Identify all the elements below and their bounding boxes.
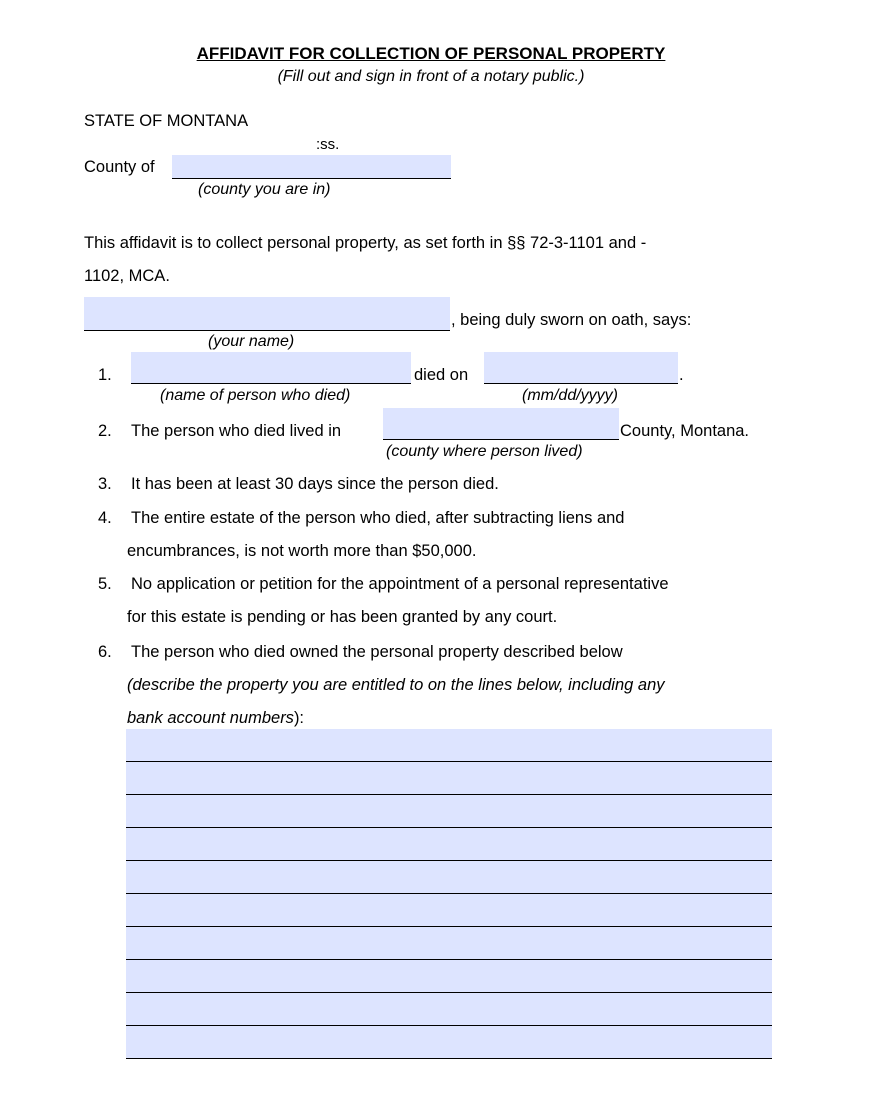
property-line-10[interactable] [126,1026,772,1059]
residence-county-caption: (county where person lived) [386,443,583,460]
ss-label: :ss. [316,136,340,153]
item-3-text: It has been at least 30 days since the person died. [131,475,499,493]
sworn-text: , being duly sworn on oath, says: [451,311,692,329]
item-6-line-1: The person who died owned the personal property described below [131,643,623,661]
item-2-text: The person who died lived in [131,422,342,440]
item-5-number: 5. [98,575,112,593]
item-4-number: 4. [98,509,112,527]
item-1-period: . [679,366,684,384]
item-2-suffix: County, Montana. [620,422,750,440]
intro-line-1: This affidavit is to collect personal property, as set forth in §§ 72-3-1101 and - [84,234,647,252]
item-6-line-2: (describe the property you are entitled to on the lines below, including any [127,676,665,694]
item-4-line-2: encumbrances, is not worth more than $50,000. [127,542,477,560]
property-line-2[interactable] [126,762,772,795]
item-6-number: 6. [98,643,112,661]
intro-line-2: 1102, MCA. [84,267,170,285]
residence-county-field[interactable] [383,408,619,440]
item-3-number: 3. [98,475,112,493]
item-2-number: 2. [98,422,112,440]
item-5-line-2: for this estate is pending or has been granted by any court. [127,608,558,626]
county-caption: (county you are in) [198,181,331,198]
property-line-1[interactable] [126,729,772,762]
property-line-6[interactable] [126,894,772,927]
your-name-caption: (your name) [208,333,295,350]
death-date-caption: (mm/dd/yyyy) [522,387,618,404]
item-6-line-3-italic: bank account numbers [127,709,294,727]
property-line-4[interactable] [126,828,772,861]
state-label: STATE OF MONTANA [84,112,249,130]
county-field[interactable] [172,155,451,179]
form-title: AFFIDAVIT FOR COLLECTION OF PERSONAL PROPERTY [196,44,666,63]
county-label: County of [84,158,155,176]
form-subtitle: (Fill out and sign in front of a notary public.) [277,68,585,85]
item-6-line-3 [127,709,304,728]
item-5-line-1: No application or petition for the appointment of a personal representative [131,575,669,593]
item-4-line-1: The entire estate of the person who died, after subtracting liens and [131,509,625,527]
decedent-name-field[interactable] [131,352,411,384]
death-date-field[interactable] [484,352,678,384]
property-line-5[interactable] [126,861,772,894]
your-name-field[interactable] [84,297,450,331]
property-line-8[interactable] [126,960,772,993]
property-line-3[interactable] [126,795,772,828]
property-line-7[interactable] [126,927,772,960]
item-1-number: 1. [98,366,112,384]
property-line-9[interactable] [126,993,772,1026]
died-on-label: died on [414,366,469,384]
decedent-name-caption: (name of person who died) [160,387,351,404]
item-6-line-3-suffix: ): [293,709,305,727]
